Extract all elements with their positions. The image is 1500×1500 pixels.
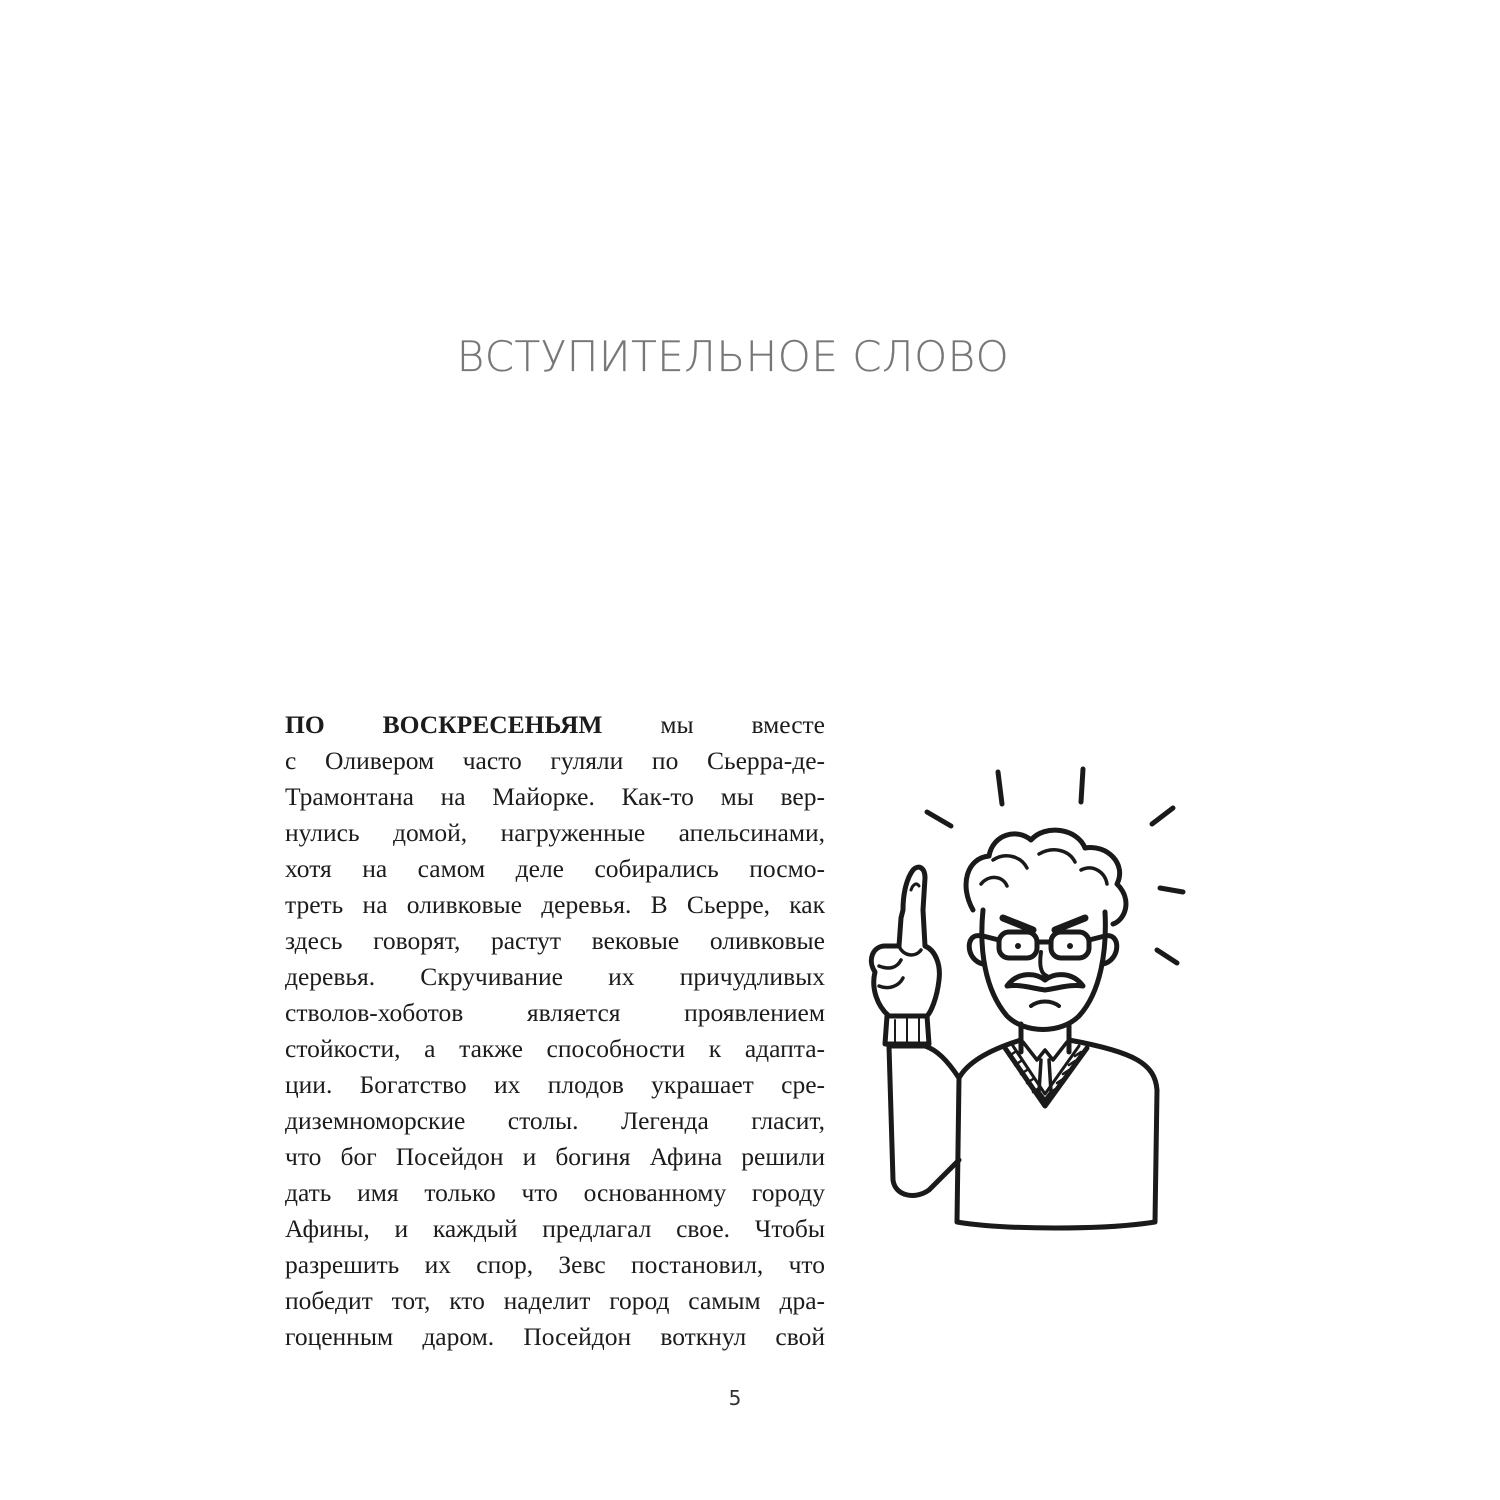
sweater — [957, 1040, 1157, 1228]
body-line-18: гоценным даром. Посейдон воткнул свой — [285, 1322, 825, 1351]
frown — [1031, 1002, 1059, 1007]
body-line-12: диземноморские столы. Легенда гласит, — [285, 1106, 825, 1135]
body-line-17: победит тот, кто наделит город самым дра- — [285, 1286, 825, 1315]
face — [982, 910, 1106, 1030]
glasses — [983, 932, 1105, 958]
raised-arm — [889, 1046, 959, 1195]
body-line-4: нулись домой, нагруженные апельсинами, — [285, 818, 825, 847]
body-line-2: с Оливером часто гуляли по Сьерра-де- — [285, 746, 825, 775]
body-line-1-rest: мы вместе — [660, 710, 825, 739]
body-line-13: что бог Посейдон и богиня Афина решили — [285, 1142, 825, 1171]
body-line-1 — [285, 707, 825, 743]
body-line-16: разрешить их спор, Зевс постановил, что — [285, 1250, 825, 1279]
body-line-7: здесь говорят, растут вековые оливковые — [285, 926, 825, 955]
page-number: 5 — [728, 1386, 742, 1410]
body-line-5: хотя на самом деле собирались посмо- — [285, 854, 825, 883]
body-line-8: деревья. Скручивание их причудливых — [285, 962, 825, 991]
body-text — [285, 707, 825, 1355]
body-line-6: треть на оливковые деревья. В Сьерре, как — [285, 890, 825, 919]
body-line-9: стволов-хоботов является проявлением — [285, 998, 825, 1027]
chapter-title: ВСТУПИТЕЛЬНОЕ СЛОВО — [456, 332, 1010, 381]
body-line-3: Трамонтана на Майорке. Как-то мы вер- — [285, 782, 825, 811]
body-line-11: ции. Богатство их плодов украшает сре- — [285, 1070, 825, 1099]
hand-raised-finger — [871, 867, 939, 1016]
body-line-14: дать имя только что основанному городу — [285, 1178, 825, 1207]
right-eyebrow — [1055, 918, 1085, 930]
lead-in: ПО ВОСКРЕСЕНЬЯМ — [285, 710, 603, 739]
moustache — [1007, 975, 1083, 990]
left-eyebrow — [1003, 918, 1033, 930]
body-line-10: стойкости, а также способности к адапта- — [285, 1034, 825, 1063]
old-man-illustration — [855, 760, 1200, 1250]
body-line-15: Афины, и каждый предлагал свое. Чтобы — [285, 1214, 825, 1243]
